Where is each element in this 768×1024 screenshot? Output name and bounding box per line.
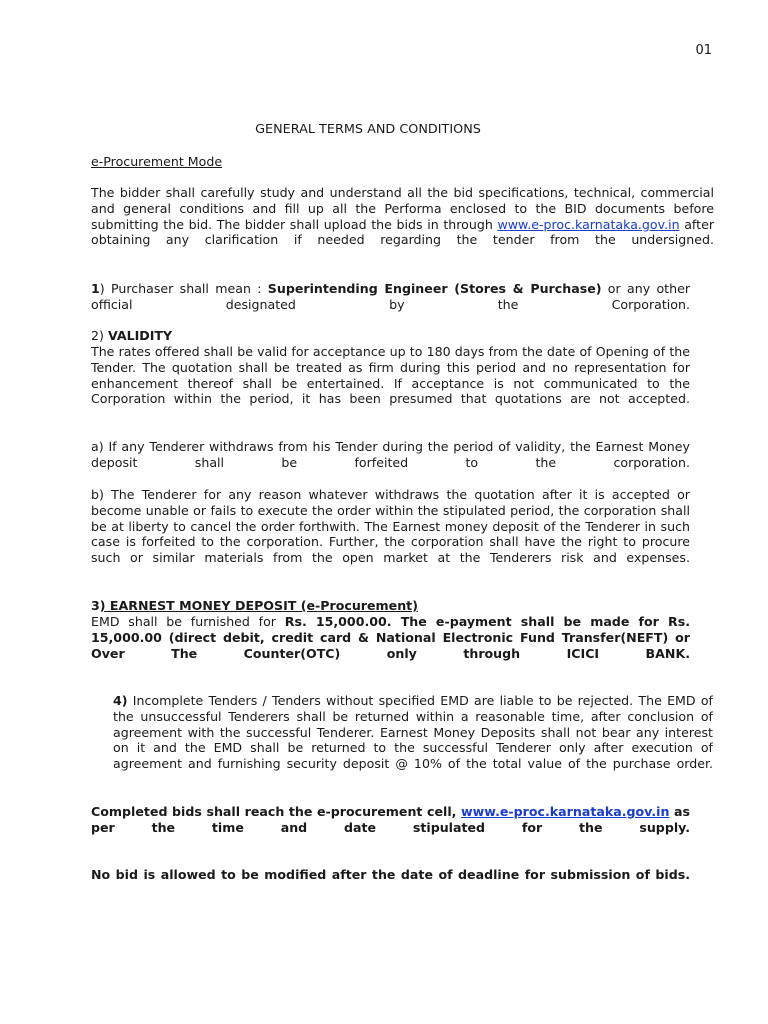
purchaser-text-before: ) Purchaser shall mean : <box>99 281 268 296</box>
emd-paragraph <box>91 614 690 677</box>
incomplete-text: Incomplete Tenders / Tenders without specified EMD are liable to be rejected. The EMD of the unsuccessful Tenderers shall be returned within a reasonable time, after conclusion of agreement with the successful Tenderer. Earnest Money Deposits shall not bear any interest on it and the EMD shall be returned to the successful Tenderer only after execution of agreement and furnishing security deposit @ 10% of the total value of the purchase order. <box>113 693 713 772</box>
validity-number: 2) <box>91 328 108 343</box>
eproc-paragraph <box>91 185 714 264</box>
purchaser-text-after: or any other official designated by the Corporation. <box>91 281 691 312</box>
purchaser-clause <box>91 281 690 328</box>
validity-paragraph: The rates offered shall be valid for acceptance up to 180 days from the date of Opening of the Tender. The quotation shall be treated as firm during this period and no representation for enhancement thereof shall be entertained. If acceptance is not communicated to the Corporation within the period, it has been presumed that quotations are not accepted. <box>91 344 690 407</box>
emd-heading <box>91 598 690 614</box>
validity-clause-a: a) If any Tenderer withdraws from his Tender during the period of validity, the Earnest Money deposit shall be forfeited to the corporation. <box>91 439 690 470</box>
emd-text-bold: Rs. 15,000.00. The e-payment shall be made for Rs. 15,000.00 (direct debit, credit card & National Electronic Fund Transfer(NEFT) or Over The Counter(OTC) only through ICICI BANK. <box>91 614 690 661</box>
completed-text-after: as per the time and date stipulated for the supply. <box>91 804 690 835</box>
no-bid-modification-note: No bid is allowed to be modified after the date of deadline for submission of bids. <box>91 867 690 882</box>
eproc-text-before-link: The bidder shall carefully study and understand all the bid specifications, technical, commercial and general conditions and fill up all the Performa enclosed to the BID documents before submitting the bid. The bidder shall upload the bids in through <box>91 185 714 232</box>
completed-text-before: Completed bids shall reach the e-procurement cell, <box>91 804 461 819</box>
emd-heading-text: ) EARNEST MONEY DEPOSIT (e-Procurement) <box>99 598 418 613</box>
incomplete-tenders-clause <box>113 693 713 788</box>
eproc-text-after-link: after obtaining any clarification if needed regarding the tender from the undersigned. <box>91 216 715 248</box>
document-title: GENERAL TERMS AND CONDITIONS <box>255 122 481 137</box>
validity-clause-b: b) The Tenderer for any reason whatever withdraws the quotation after it is accepted or become unable or fails to execute the order within the stipulated period, the corporation shall be at liberty to cancel the order forthwith. The Earnest money deposit of the Tenderer in such case is forfeited to the corporation. Further, the corporation shall have the right to procure such or similar materials from the open market at the Tenderers risk and expenses. <box>91 487 690 566</box>
page-number: 01 <box>695 43 712 58</box>
completed-bids-paragraph <box>91 804 690 851</box>
eproc-portal-link[interactable]: www.e-proc.karnataka.gov.in <box>497 216 680 232</box>
completed-portal-link[interactable]: www.e-proc.karnataka.gov.in <box>461 804 670 819</box>
eproc-heading-text: e-Procurement Mode <box>91 154 223 169</box>
purchaser-designation: Superintending Engineer (Stores & Purchase) <box>267 281 602 296</box>
emd-number: 3 <box>91 598 100 613</box>
emd-text-plain: EMD shall be furnished for <box>91 614 285 629</box>
purchaser-number: 1 <box>91 281 100 296</box>
validity-heading <box>91 328 690 344</box>
eproc-heading <box>91 154 714 170</box>
incomplete-number: 4) <box>113 693 128 708</box>
validity-heading-text: VALIDITY <box>107 328 173 343</box>
